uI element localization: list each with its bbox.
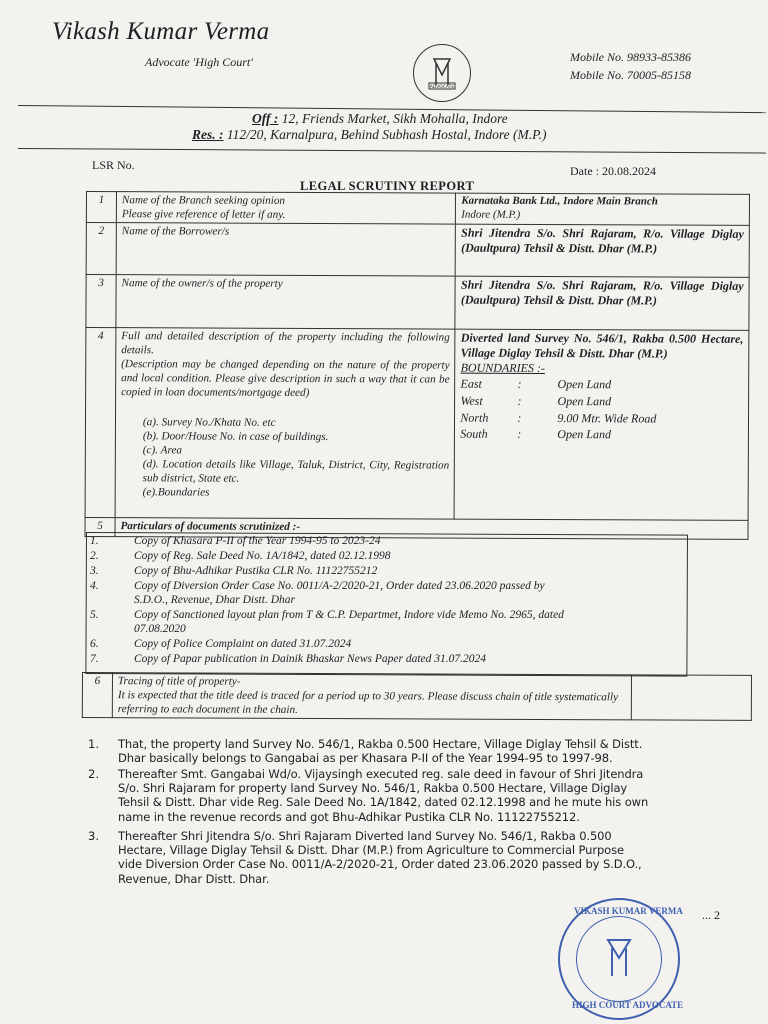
question-text: Full and detailed description of the property including the following details. — [121, 330, 450, 357]
address-rule — [18, 148, 766, 154]
advocate-logo — [413, 44, 471, 102]
table-row — [86, 223, 749, 278]
boundary-row: South : Open Land — [460, 427, 612, 442]
branch-name: Karnataka Bank Ltd., Indore Main Branch — [461, 194, 658, 208]
question-text: Name of the owner/s of the property — [116, 275, 456, 329]
boundary-row: North : 9.00 Mtr. Wide Road — [460, 410, 657, 426]
table-row — [86, 275, 749, 331]
seal-emblem-icon — [602, 936, 636, 982]
question-cell — [115, 328, 455, 519]
paragraph-number: 3. — [88, 829, 99, 843]
tracing-cell — [112, 673, 631, 720]
tracing-heading: Tracing of title of property- — [117, 675, 241, 688]
answer-cell — [454, 329, 748, 520]
document-item: 5. Copy of Sanctioned layout plan from T & C.P. Departmet, Indore vide Memo No. 2965, dated — [90, 609, 564, 621]
residence-address-text: 112/20, Karnalpura, Behind Subhash Hostal, Indore (M.P.) — [226, 127, 547, 142]
question-cell — [116, 192, 456, 224]
scales-emblem-icon — [414, 45, 470, 101]
boundary-row: East : Open Land — [460, 376, 612, 392]
document-item-cont: 07.08.2020 — [134, 623, 186, 635]
paragraph: Thereafter Shri Jitendra S/o. Shri Rajaram Diverted land Survey No. 546/1, Rakba 0.500 Hectare, Village Diglay Tehsil & Distt. Dhar (M.P.) from Agriculture to Commercial Purpose vide Diversion Order Case No. 0011/A-2/2020-21, Order dated 23.06.2020 passed by S.D.O., Revenue, Dhar Distt. Dhar. — [118, 829, 642, 886]
row-number: 4 — [85, 328, 116, 518]
branch-location: Indore (M.P.) — [461, 208, 521, 221]
scrutiny-table — [84, 191, 750, 540]
question-text: Name of the Borrower/s — [116, 223, 456, 276]
boundary-row: West : Open Land — [460, 393, 612, 409]
advocate-designation: Advocate 'High Court' — [145, 55, 253, 69]
sub-item: (a). Survey No./Khata No. etc — [142, 416, 276, 429]
residence-address — [192, 127, 547, 143]
property-description: Diverted land Survey No. 546/1, Rakba 0.500 Hectare, Village Diglay Tehsil & Distt. Dhar (M.P.) — [460, 330, 744, 361]
lsr-number: LSR No. — [92, 158, 135, 172]
page-continuation: ... 2 — [702, 908, 720, 922]
document-item: 7. Copy of Papar publication in Dainik Bhaskar News Paper dated 31.07.2024 — [90, 653, 487, 665]
tracing-text: It is expected that the title deed is traced for a period up to 30 years. Please discuss chain of title systematically referring to each document in the chain. — [117, 689, 619, 716]
residence-label: Res. : — [192, 127, 224, 142]
row-number: 3 — [86, 275, 116, 328]
sub-item: (d). Location details like Village, Taluk, District, City, Registration sub district, State etc. — [142, 458, 450, 485]
document-item: 4. Copy of Diversion Order Case No. 0011/A-2/2020-21, Order dated 23.06.2020 passed by — [90, 580, 545, 592]
mobile-number-1: Mobile No. 98933-85386 — [570, 50, 691, 64]
question-text: Name of the Branch seeking opinion — [121, 194, 286, 207]
document-item: 1. Copy of Khasara P-II of the Year 1994-95 to 2023-24 — [90, 535, 381, 547]
document-item: 3. Copy of Bhu-Adhikar Pustika CLR No. 11122755212 — [90, 565, 378, 577]
report-title: LEGAL SCRUTINY REPORT — [300, 179, 475, 193]
seal-bottom-text: HIGH COURT ADVOCATE — [572, 1000, 684, 1010]
document-item-cont: S.D.O., Revenue, Dhar Distt. Dhar — [134, 594, 295, 606]
advocate-name: Vikash Kumar Verma — [52, 18, 270, 45]
boundaries-label: BOUNDARIES :- — [460, 360, 545, 376]
sub-item: (e).Boundaries — [142, 486, 210, 499]
advocate-seal — [558, 898, 684, 1020]
document-item: 2. Copy of Reg. Sale Deed No. 1A/1842, dated 02.12.1998 — [90, 550, 391, 562]
tracing-table — [82, 672, 752, 721]
paragraph: Thereafter Smt. Gangabai Wd/o. Vijaysingh executed reg. sale deed in favour of Shri Jitendra S/o. Shri Rajaram for property land Survey No. 546/1, Rakba 0.500 Hectare, Village Diglay Tehsil & Distt. Dhar vide Reg. Sale Deed No. 1A/1842, dated 02.12.1998 and he mute his own name in the revenue records and got Bhu-Adhikar Pustika CLR No. 11122755212. — [118, 767, 649, 824]
table-row — [86, 192, 749, 226]
office-label: Off : — [252, 111, 279, 126]
mobile-number-2: Mobile No. 70005-85158 — [570, 68, 691, 82]
paragraph-number: 2. — [88, 767, 99, 781]
borrower-name: Shri Jitendra S/o. Shri Rajaram, R/o. Village Diglay (Daultpura) Tehsil & Distt. Dhar (M.P.) — [456, 224, 750, 277]
paragraph: That, the property land Survey No. 546/1, Rakba 0.500 Hectare, Village Diglay Tehsil & Distt. Dhar basically belongs to Gangabai as per Khasara P-II of the Year 1994-95 to 1997-98. — [118, 737, 643, 766]
answer-cell — [456, 193, 750, 225]
row-number: 1 — [86, 192, 116, 223]
documents-heading: Particulars of documents scrutinized :- — [115, 518, 748, 540]
logo-text: ADVOCATE — [429, 85, 455, 90]
row-number: 5 — [85, 517, 115, 536]
office-address — [252, 111, 508, 127]
paragraph-number: 1. — [88, 737, 99, 751]
document-item: 6. Copy of Police Complaint on dated 31.07.2024 — [90, 638, 352, 650]
seal-top-text: VIKASH KUMAR VERMA — [574, 906, 683, 916]
empty-cell — [631, 675, 751, 721]
question-text: Please give reference of letter if any. — [121, 208, 286, 221]
question-note: (Description may be changed depending on the nature of the property and local condition. Please give description in such a way that it can be copied in loan documents/mortgage deed) — [121, 358, 450, 399]
sub-item: (b). Door/House No. in case of buildings. — [142, 430, 329, 444]
table-row — [82, 673, 751, 721]
office-address-text: 12, Friends Market, Sikh Mohalla, Indore — [281, 111, 508, 126]
table-row — [85, 328, 749, 521]
report-date: Date : 20.08.2024 — [570, 164, 656, 178]
row-number: 2 — [86, 223, 116, 275]
row-number: 6 — [82, 673, 112, 718]
owner-name: Shri Jitendra S/o. Shri Rajaram, R/o. Village Diglay (Daultpura) Tehsil & Distt. Dhar (M.P.) — [455, 276, 749, 330]
sub-item: (c). Area — [142, 444, 182, 457]
